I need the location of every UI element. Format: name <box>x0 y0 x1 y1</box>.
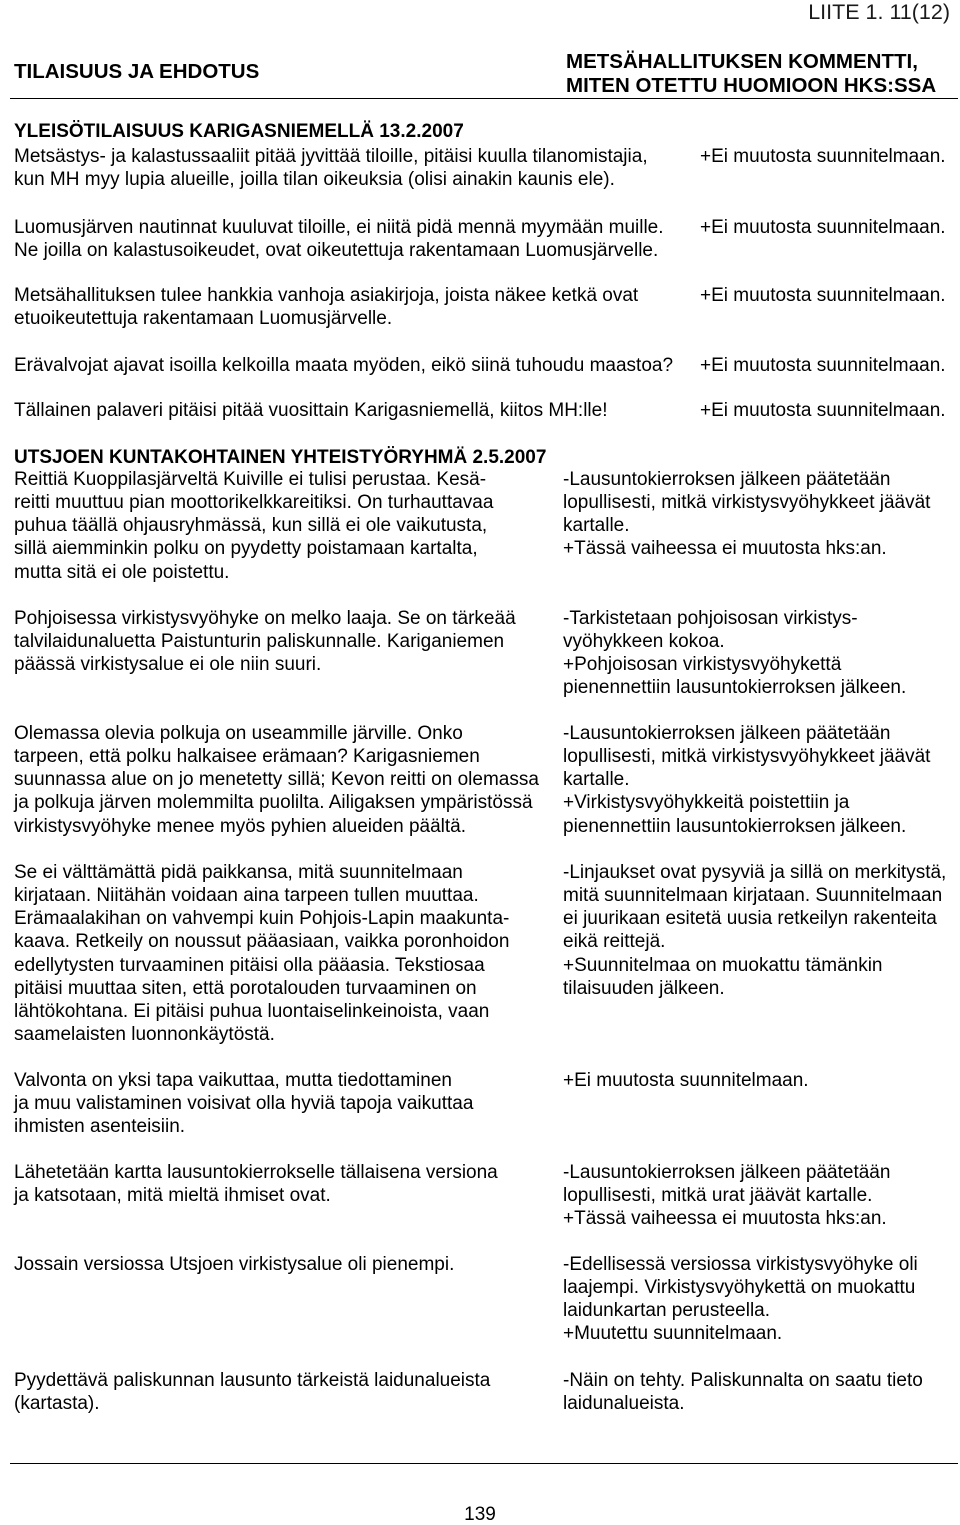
comment-line: -Tarkistetaan pohjoisosan virkistys- <box>563 608 858 629</box>
comment-line: +Ei muutosta suunnitelmaan. <box>700 355 946 376</box>
proposal-line: suunnassa alue on jo menetetty sillä; Kevon reitti on olemassa <box>14 769 539 791</box>
proposal-line: ihmisten asenteisiin. <box>14 1116 186 1138</box>
proposal-text <box>14 1161 498 1207</box>
comment-line: tilaisuuden jälkeen. <box>563 977 725 999</box>
comment-line: -Lausuntokierroksen jälkeen päätetään <box>563 1162 891 1183</box>
proposal-text <box>14 216 664 262</box>
proposal-line: saamelaisten luonnonkäytöstä. <box>14 1024 275 1046</box>
column-header-comment-line: METSÄHALLITUKSEN KOMMENTTI, <box>566 50 918 73</box>
comment-text <box>700 399 946 422</box>
proposal-text <box>14 1069 473 1138</box>
comment-text <box>563 1369 923 1415</box>
comment-line: pienennettiin lausuntokierroksen jälkeen. <box>563 677 907 699</box>
proposal-line: Pohjoisessa virkistysvyöhyke on melko laaja. Se on tärkeää <box>14 608 516 629</box>
proposal-text <box>14 354 673 377</box>
comment-line: +Ei muutosta suunnitelmaan. <box>700 400 946 421</box>
comment-line: -Lausuntokierroksen jälkeen päätetään <box>563 723 891 744</box>
proposal-line: (kartasta). <box>14 1393 100 1415</box>
proposal-line: Ne joilla on kalastusoikeudet, ovat oikeutettuja rakentamaan Luomusjärvelle. <box>14 240 659 262</box>
proposal-line: ja polkuja järven molemmilta puolilta. Ailigaksen ympäristössä <box>14 792 533 814</box>
comment-text <box>563 1069 809 1092</box>
comment-text <box>700 216 946 239</box>
proposal-line: Metsästys- ja kalastussaaliit pitää jyvittää tiloille, pitäisi kuulla tilanomistajia, <box>14 146 648 167</box>
proposal-text <box>14 145 648 191</box>
comment-line: +Virkistysvyöhykkeitä poistettiin ja <box>563 792 850 814</box>
proposal-line: etuoikeutettuja rakentamaan Luomusjärvelle. <box>14 308 393 330</box>
proposal-line: Metsähallituksen tulee hankkia vanhoja asiakirjoja, joista näkee ketkä ovat <box>14 285 639 306</box>
proposal-line: Erämaalakihan on vahvempi kuin Pohjois-Lapin maakunta- <box>14 908 510 930</box>
comment-line: +Pohjoisosan virkistysvyöhykettä <box>563 654 842 676</box>
comment-line: kartalle. <box>563 769 630 791</box>
proposal-text <box>14 607 516 676</box>
proposal-line: talvilaidunaluetta Paistunturin paliskunnalle. Kariganiemen <box>14 631 505 653</box>
proposal-line: Luomusjärven nautinnat kuuluvat tiloille, ei niitä pidä mennä myymään muille. <box>14 217 664 238</box>
proposal-line: Se ei välttämättä pidä paikkansa, mitä suunnitelmaan <box>14 862 463 883</box>
comment-line: +Ei muutosta suunnitelmaan. <box>700 217 946 238</box>
proposal-line: mutta sitä ei ole poistettu. <box>14 561 230 583</box>
comment-line: -Lausuntokierroksen jälkeen päätetään <box>563 469 891 490</box>
comment-line: vyöhykkeen kokoa. <box>563 631 725 653</box>
footer-divider <box>10 1463 958 1464</box>
comment-text <box>563 607 906 700</box>
section-heading: YLEISÖTILAISUUS KARIGASNIEMELLÄ 13.2.2007 <box>14 121 464 142</box>
comment-line: mitä suunnitelmaan kirjataan. Suunnitelmaan <box>563 885 943 907</box>
comment-text <box>563 1253 918 1346</box>
section-heading: UTSJOEN KUNTAKOHTAINEN YHTEISTYÖRYHMÄ 2.5.2007 <box>14 447 547 468</box>
proposal-line: kun MH myy lupia alueille, joilla tilan oikeuksia (olisi ainakin kaunis ele). <box>14 169 615 191</box>
proposal-line: ja katsotaan, mitä mieltä ihmiset ovat. <box>14 1185 331 1207</box>
comment-line: laidunalueista. <box>563 1393 685 1415</box>
column-header-comment <box>566 50 936 98</box>
comment-line: lopullisesti, mitkä urat jäävät kartalle. <box>563 1185 873 1207</box>
comment-text <box>563 861 946 1000</box>
column-header-proposal: TILAISUUS JA EHDOTUS <box>14 60 260 83</box>
page-number: 139 <box>464 1504 496 1525</box>
comment-line: +Suunnitelmaa on muokattu tämänkin <box>563 954 883 976</box>
comment-line: kartalle. <box>563 515 630 537</box>
comment-text <box>563 1161 890 1230</box>
appendix-page-label: LIITE 1. 11(12) <box>808 0 950 24</box>
comment-line: pienennettiin lausuntokierroksen jälkeen. <box>563 815 907 837</box>
proposal-text <box>14 284 638 330</box>
comment-text <box>563 722 930 838</box>
proposal-line: Olemassa olevia polkuja on useammille järville. Onko <box>14 723 463 744</box>
proposal-text <box>14 861 509 1046</box>
proposal-line: puhua täällä ohjausryhmässä, kun sillä ei ole vaikutusta, <box>14 515 488 537</box>
proposal-line: päässä virkistysalue ei ole niin suuri. <box>14 654 322 676</box>
column-header-comment-line: MITEN OTETTU HUOMIOON HKS:SSA <box>566 74 937 97</box>
comment-line: -Näin on tehty. Paliskunnalta on saatu tieto <box>563 1370 923 1391</box>
proposal-text <box>14 399 608 422</box>
comment-line: laidunkartan perusteella. <box>563 1300 771 1322</box>
proposal-line: Pyydettävä paliskunnan lausunto tärkeistä laidunalueista <box>14 1370 491 1391</box>
comment-line: laajempi. Virkistysvyöhykettä on muokattu <box>563 1277 916 1299</box>
proposal-line: Lähetetään kartta lausuntokierrokselle tällaisena versiona <box>14 1162 498 1183</box>
proposal-line: sillä aiemminkin polku on pyydetty poistamaan kartalta, <box>14 538 478 560</box>
proposal-line: Tällainen palaveri pitäisi pitää vuosittain Karigasniemellä, kiitos MH:lle! <box>14 400 608 421</box>
comment-text <box>563 468 930 561</box>
comment-line: -Edellisessä versiossa virkistysvyöhyke oli <box>563 1254 918 1275</box>
comment-line: ei juurikaan esitetä uusia retkeilyn rakenteita <box>563 908 937 930</box>
comment-text <box>700 354 946 377</box>
proposal-line: Erävalvojat ajavat isoilla kelkoilla maata myöden, eikö siinä tuhoudu maastoa? <box>14 355 674 376</box>
proposal-line: Reittiä Kuoppilasjärveltä Kuiville ei tulisi perustaa. Kesä- <box>14 469 487 490</box>
comment-line: +Muutettu suunnitelmaan. <box>563 1323 783 1345</box>
proposal-line: kaava. Retkeily on noussut pääasiaan, vaikka poronhoidon <box>14 931 510 953</box>
proposal-line: ja muu valistaminen voisivat olla hyviä tapoja vaikuttaa <box>14 1093 474 1115</box>
proposal-text <box>14 1369 490 1415</box>
comment-line: +Ei muutosta suunnitelmaan. <box>700 146 946 167</box>
comment-text <box>700 284 946 307</box>
proposal-line: reitti muuttuu pian moottorikelkkareitiksi. On turhauttavaa <box>14 492 494 514</box>
comment-line: eikä reittejä. <box>563 931 666 953</box>
comment-line: lopullisesti, mitkä virkistysvyöhykkeet jäävät <box>563 746 931 768</box>
proposal-text <box>14 722 539 838</box>
proposal-line: edellytysten turvaaminen pitäisi olla pääasia. Tekstiosaa <box>14 954 485 976</box>
comment-line: +Ei muutosta suunnitelmaan. <box>700 285 946 306</box>
comment-line: lopullisesti, mitkä virkistysvyöhykkeet jäävät <box>563 492 931 514</box>
proposal-line: Valvonta on yksi tapa vaikuttaa, mutta tiedottaminen <box>14 1070 452 1091</box>
comment-line: +Tässä vaiheessa ei muutosta hks:an. <box>563 538 887 560</box>
proposal-line: pitäisi muuttaa siten, että porotalouden turvaaminen on <box>14 977 477 999</box>
comment-line: +Ei muutosta suunnitelmaan. <box>563 1070 809 1091</box>
proposal-text <box>14 1253 454 1276</box>
comment-text <box>700 145 946 168</box>
proposal-line: lähtökohtana. Ei pitäisi puhua luontaiselinkeinoista, vaan <box>14 1000 490 1022</box>
proposal-line: kirjataan. Niitähän voidaan aina tarpeen tullen muuttaa. <box>14 885 479 907</box>
comment-line: -Linjaukset ovat pysyviä ja sillä on merkitystä, <box>563 862 947 883</box>
proposal-line: tarpeen, että polku halkaisee erämaan? Karigasniemen <box>14 746 480 768</box>
proposal-line: Jossain versiossa Utsjoen virkistysalue oli pienempi. <box>14 1254 455 1275</box>
proposal-text <box>14 468 493 584</box>
header-divider <box>10 98 958 99</box>
comment-line: +Tässä vaiheessa ei muutosta hks:an. <box>563 1208 887 1230</box>
proposal-line: virkistysvyöhyke menee myös pyhien alueiden päältä. <box>14 815 467 837</box>
